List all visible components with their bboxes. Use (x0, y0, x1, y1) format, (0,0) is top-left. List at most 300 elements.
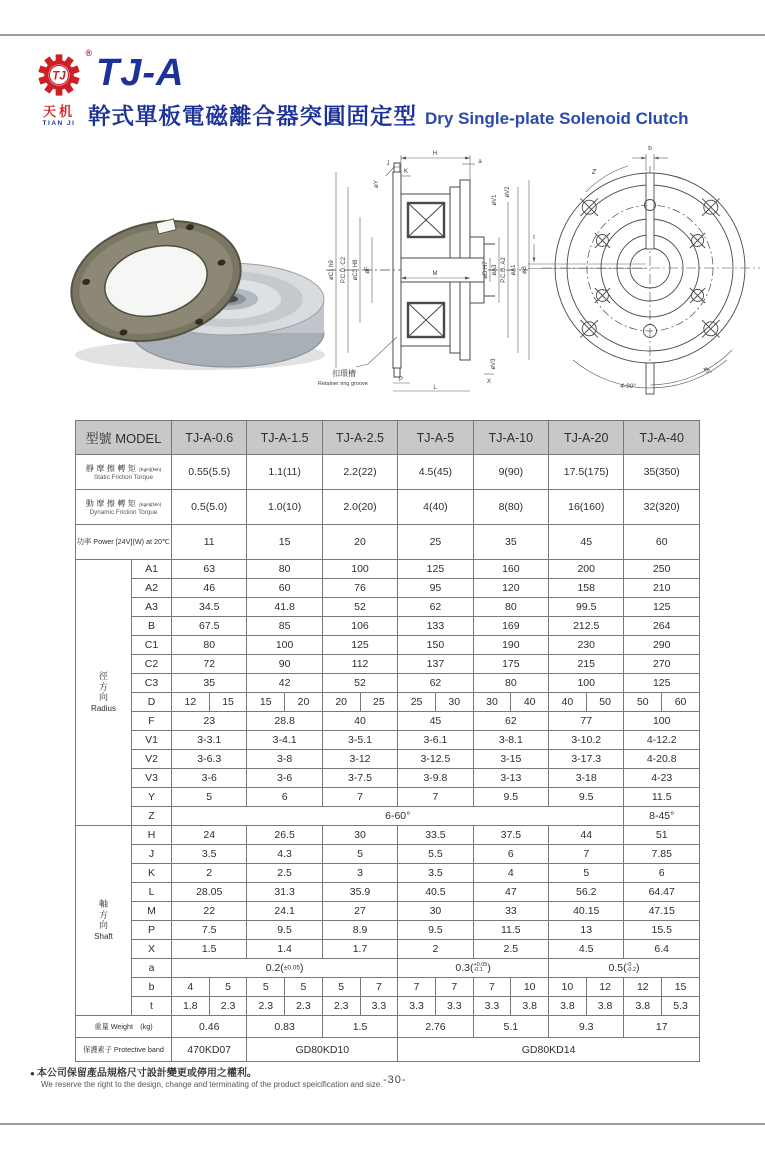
value-cell: 90 (247, 655, 322, 674)
dim-phiA3: øA3 (492, 264, 498, 276)
value-cell: 210 (624, 579, 700, 598)
value-cell: 1.5 (172, 940, 247, 959)
value-cell: 3.8 (586, 997, 624, 1016)
value-cell: 5 (322, 845, 397, 864)
value-cell: 2.76 (398, 1016, 473, 1038)
front-view-drawing (528, 138, 765, 398)
table-row (76, 788, 700, 807)
model-header-label: 型號 MODEL (76, 421, 172, 455)
value-cell: 290 (624, 636, 700, 655)
value-cell: 175 (473, 655, 548, 674)
param-label: L (132, 883, 172, 902)
value-cell: 264 (624, 617, 700, 636)
gear-logo-icon (36, 52, 82, 98)
dim-H: H (432, 151, 438, 157)
param-label: V1 (132, 731, 172, 750)
value-cell: 230 (549, 636, 624, 655)
bolt-hole (702, 320, 720, 338)
value-cell: 9.5 (398, 921, 473, 940)
value-cell: 40 (549, 693, 587, 712)
value-cell: 60 (662, 693, 700, 712)
value-cell: 25 (398, 525, 473, 560)
value-cell: 30 (398, 902, 473, 921)
value-cell: 15 (662, 978, 700, 997)
model-series-title: TJ-A (96, 52, 185, 94)
value-cell: 67.5 (172, 617, 247, 636)
model-header-cell: TJ-A-20 (549, 421, 624, 455)
value-cell: 2.0(20) (322, 490, 397, 525)
param-label: B (132, 617, 172, 636)
model-header-cell: TJ-A-10 (473, 421, 548, 455)
value-cell: 13 (549, 921, 624, 940)
value-cell: 22 (172, 902, 247, 921)
value-cell: 35 (473, 525, 548, 560)
value-cell: 56.2 (549, 883, 624, 902)
bolt-hole (595, 288, 610, 303)
value-cell: 250 (624, 560, 700, 579)
dim-pcdC2: P.C.D. C2 (341, 256, 347, 284)
dim-L: L (433, 385, 437, 391)
logo-monogram: TJ (52, 70, 66, 83)
table-row (76, 826, 700, 845)
table-row (76, 978, 700, 997)
value-cell: GD80KD14 (398, 1038, 700, 1062)
value-cell: 3 (322, 864, 397, 883)
value-cell: 95 (398, 579, 473, 598)
value-cell: 11 (172, 525, 247, 560)
value-cell: 80 (473, 674, 548, 693)
value-cell: 4(40) (398, 490, 473, 525)
value-cell: 12 (586, 978, 624, 997)
model-header-cell: TJ-A-2.5 (322, 421, 397, 455)
value-cell: 20 (285, 693, 323, 712)
value-cell: 34.5 (172, 598, 247, 617)
value-cell: 5 (285, 978, 323, 997)
value-cell: 0.3( +0.05 -0.1 ) (398, 959, 549, 978)
value-cell: 6 (247, 788, 322, 807)
value-cell: 3.8 (511, 997, 549, 1016)
value-cell: 125 (624, 674, 700, 693)
table-row (76, 731, 700, 750)
param-label: V2 (132, 750, 172, 769)
row-label: 動摩擦轉矩[Kgm](Nm) Dynamic Friction Torque (76, 490, 172, 525)
value-cell: 3-7.5 (322, 769, 397, 788)
param-label: V3 (132, 769, 172, 788)
value-cell: 8.9 (322, 921, 397, 940)
table-row (76, 579, 700, 598)
param-label: a (132, 959, 172, 978)
value-cell: 7 (398, 978, 436, 997)
param-label: A1 (132, 560, 172, 579)
param-label: K (132, 864, 172, 883)
registered-mark: ® (85, 48, 92, 58)
value-cell: 17 (624, 1016, 700, 1038)
value-cell: 33.5 (398, 826, 473, 845)
dim-phiF: øF (365, 266, 371, 274)
value-cell: 23 (172, 712, 247, 731)
value-cell: 3.3 (360, 997, 398, 1016)
value-cell: 40.5 (398, 883, 473, 902)
dim-t: t (533, 234, 535, 241)
dim-phiV1: øV1 (492, 194, 498, 206)
param-label: Z (132, 807, 172, 826)
value-cell: 2.2(22) (322, 455, 397, 490)
value-cell: 8-45° (624, 807, 700, 826)
param-label: D (132, 693, 172, 712)
value-cell: 10 (549, 978, 587, 997)
value-cell: 200 (549, 560, 624, 579)
value-cell: 72 (172, 655, 247, 674)
param-label: P (132, 921, 172, 940)
value-cell: 6 (624, 864, 700, 883)
param-label: C3 (132, 674, 172, 693)
dim-X: X (486, 379, 492, 385)
bolt-hole (595, 233, 610, 248)
spec-row (76, 525, 700, 560)
dim-phiV2: øV2 (505, 186, 511, 198)
table-row (76, 712, 700, 731)
value-cell: 7 (398, 788, 473, 807)
value-cell: 4 (473, 864, 548, 883)
cross-section-drawing (298, 142, 544, 394)
value-cell: 47.15 (624, 902, 700, 921)
table-row (76, 655, 700, 674)
logo-name-en: TIAN JI (42, 120, 76, 127)
value-cell: 5.3 (662, 997, 700, 1016)
dim-phiB: øB (522, 266, 528, 274)
param-label: A2 (132, 579, 172, 598)
value-cell: 4.5(45) (398, 455, 473, 490)
value-cell: 3.3 (473, 997, 511, 1016)
value-cell: 100 (247, 636, 322, 655)
value-cell: 7.5 (172, 921, 247, 940)
value-cell: GD80KD10 (247, 1038, 398, 1062)
param-label: C1 (132, 636, 172, 655)
value-cell: 60 (247, 579, 322, 598)
table-row (76, 617, 700, 636)
value-cell: 33 (473, 902, 548, 921)
value-cell: 2.5 (473, 940, 548, 959)
value-cell: 2 (398, 940, 473, 959)
value-cell: 2.3 (209, 997, 247, 1016)
value-cell: 9.5 (549, 788, 624, 807)
value-cell: 80 (247, 560, 322, 579)
dim-J: J (386, 161, 390, 167)
table-row (76, 997, 700, 1016)
value-cell: 17.5(175) (549, 455, 624, 490)
dim-K: K (403, 169, 409, 175)
value-cell: 106 (322, 617, 397, 636)
param-label: X (132, 940, 172, 959)
value-cell: 125 (322, 636, 397, 655)
group-label: 軸 方 向 Shaft (76, 826, 132, 1016)
value-cell: 37.5 (473, 826, 548, 845)
value-cell: 470KD07 (172, 1038, 247, 1062)
page-title (88, 99, 689, 131)
param-label: H (132, 826, 172, 845)
value-cell: 3-6.1 (398, 731, 473, 750)
value-cell: 3-10.2 (549, 731, 624, 750)
value-cell: 0.55(5.5) (172, 455, 247, 490)
value-cell: 7 (322, 788, 397, 807)
dim-4-90deg: 4-90° (620, 383, 636, 390)
value-cell: 99.5 (549, 598, 624, 617)
value-cell: 137 (398, 655, 473, 674)
weight-row (76, 1016, 700, 1038)
value-cell: 5.5 (398, 845, 473, 864)
value-cell: 20 (322, 525, 397, 560)
value-cell: 50 (624, 693, 662, 712)
value-cell: 12 (624, 978, 662, 997)
value-cell: 64.47 (624, 883, 700, 902)
value-cell: 3.3 (398, 997, 436, 1016)
dim-phiC1: øC1 h9 (329, 260, 335, 280)
top-rule (0, 34, 765, 36)
value-cell: 28.05 (172, 883, 247, 902)
value-cell: 15 (247, 525, 322, 560)
dim-phiD: øD H7 (483, 261, 489, 279)
group-label: 徑 方 向 Radius (76, 560, 132, 826)
value-cell: 1.4 (247, 940, 322, 959)
value-cell: 62 (473, 712, 548, 731)
dim-a: a (478, 159, 482, 165)
value-cell: 40.15 (549, 902, 624, 921)
value-cell: 6 (473, 845, 548, 864)
brand-logo (26, 48, 92, 127)
value-cell: 0.5(5.0) (172, 490, 247, 525)
value-cell: 120 (473, 579, 548, 598)
value-cell: 3.5 (172, 845, 247, 864)
value-cell: 5 (247, 978, 285, 997)
table-row (76, 921, 700, 940)
value-cell: 30 (322, 826, 397, 845)
value-cell: 50 (586, 693, 624, 712)
value-cell: 35(350) (624, 455, 700, 490)
model-header-cell: TJ-A-0.6 (172, 421, 247, 455)
value-cell: 52 (322, 598, 397, 617)
value-cell: 169 (473, 617, 548, 636)
param-label: F (132, 712, 172, 731)
value-cell: 5.1 (473, 1016, 548, 1038)
value-cell: 41.8 (247, 598, 322, 617)
value-cell: 15 (209, 693, 247, 712)
value-cell: 32(320) (624, 490, 700, 525)
spec-table (75, 420, 700, 1062)
value-cell: 3-8.1 (473, 731, 548, 750)
value-cell: 2 (172, 864, 247, 883)
dim-45deg: 45° (701, 365, 713, 377)
page-number: -30- (383, 1074, 407, 1086)
value-cell: 11.5 (624, 788, 700, 807)
value-cell: 4 (172, 978, 210, 997)
value-cell: 190 (473, 636, 548, 655)
value-cell: 8(80) (473, 490, 548, 525)
param-label: b (132, 978, 172, 997)
value-cell: 51 (624, 826, 700, 845)
value-cell: 9.5 (473, 788, 548, 807)
value-cell: 15 (247, 693, 285, 712)
value-cell: 4-23 (624, 769, 700, 788)
model-header-cell: TJ-A-5 (398, 421, 473, 455)
value-cell: 62 (398, 674, 473, 693)
value-cell: 5 (322, 978, 360, 997)
value-cell: 1.1(11) (247, 455, 322, 490)
value-cell: 7 (473, 978, 511, 997)
dim-phiC3: øC3 H8 (353, 259, 359, 281)
protective-row (76, 1038, 700, 1062)
value-cell: 60 (624, 525, 700, 560)
value-cell: 125 (398, 560, 473, 579)
row-label: 功率 Power [24V](W) at 20℃ (76, 525, 172, 560)
value-cell: 40 (322, 712, 397, 731)
value-cell: 80 (473, 598, 548, 617)
value-cell: 3-6 (247, 769, 322, 788)
value-cell: 158 (549, 579, 624, 598)
value-cell: 30 (435, 693, 473, 712)
value-cell: 85 (247, 617, 322, 636)
value-cell: 11.5 (473, 921, 548, 940)
page-title-zh: 幹式單板電磁離合器突圓固定型 (88, 104, 418, 129)
value-cell: 6.4 (624, 940, 700, 959)
table-header-row (76, 421, 700, 455)
table-row (76, 807, 700, 826)
value-cell: 160 (473, 560, 548, 579)
value-cell: 2.5 (247, 864, 322, 883)
table-row (76, 883, 700, 902)
value-cell: 1.5 (322, 1016, 397, 1038)
value-cell: 27 (322, 902, 397, 921)
value-cell: 16(160) (549, 490, 624, 525)
dim-b: b (648, 145, 652, 152)
value-cell: 3-5.1 (322, 731, 397, 750)
value-cell: 40 (511, 693, 549, 712)
value-cell: 47 (473, 883, 548, 902)
bolt-hole (702, 198, 720, 216)
bolt-hole (690, 233, 705, 248)
value-cell: 3-15 (473, 750, 548, 769)
product-photo (60, 163, 325, 391)
value-cell: 0.2(±0.05) (172, 959, 398, 978)
value-cell: 44 (549, 826, 624, 845)
value-cell: 35.9 (322, 883, 397, 902)
value-cell: 3-9.8 (398, 769, 473, 788)
value-cell: 3-18 (549, 769, 624, 788)
value-cell: 3-13 (473, 769, 548, 788)
value-cell: 15.5 (624, 921, 700, 940)
logo-name-zh: 天机 (42, 104, 75, 119)
value-cell: 3-12.5 (398, 750, 473, 769)
value-cell: 4-12.2 (624, 731, 700, 750)
value-cell: 80 (172, 636, 247, 655)
footer-note-en: We reserve the right to the design, change and terminating of the product speicification and size. (41, 1080, 383, 1089)
footer-note-zh: ● 本公司保留產品規格尺寸設計變更或停用之權利。 (30, 1068, 257, 1079)
param-label: A3 (132, 598, 172, 617)
dim-P: P (398, 377, 404, 383)
bolt-hole (690, 288, 705, 303)
footer-note (30, 1064, 382, 1089)
value-cell: 46 (172, 579, 247, 598)
dim-phiA1: øA1 (511, 264, 517, 276)
param-label: Y (132, 788, 172, 807)
table-row (76, 864, 700, 883)
model-header-cell: TJ-A-40 (624, 421, 700, 455)
dim-phiV3: øV3 (491, 358, 497, 370)
value-cell: 63 (172, 560, 247, 579)
value-cell: 5 (209, 978, 247, 997)
value-cell: 9(90) (473, 455, 548, 490)
value-cell: 1.0(10) (247, 490, 322, 525)
bottom-rule (0, 1123, 765, 1125)
value-cell: 2.3 (285, 997, 323, 1016)
value-cell: 3-4.1 (247, 731, 322, 750)
value-cell: 3.8 (624, 997, 662, 1016)
value-cell: 100 (549, 674, 624, 693)
table-row (76, 902, 700, 921)
bolt-hole (580, 198, 598, 216)
dim-pcdA2: P.C.D. A2 (501, 257, 507, 283)
value-cell: 212.5 (549, 617, 624, 636)
value-cell: 125 (624, 598, 700, 617)
value-cell: 12 (172, 693, 210, 712)
table-row (76, 674, 700, 693)
value-cell: 100 (322, 560, 397, 579)
model-header-cell: TJ-A-1.5 (247, 421, 322, 455)
value-cell: 30 (473, 693, 511, 712)
value-cell: 2.3 (247, 997, 285, 1016)
bullet-icon: ● (30, 1069, 35, 1078)
table-row (76, 769, 700, 788)
spec-row (76, 490, 700, 525)
dim-phiY: øY (374, 180, 380, 188)
value-cell: 24 (172, 826, 247, 845)
retainer-groove-label-en: Retainer ring groove (318, 381, 368, 387)
value-cell: 100 (624, 712, 700, 731)
value-cell: 1.7 (322, 940, 397, 959)
table-row (76, 845, 700, 864)
value-cell: 133 (398, 617, 473, 636)
value-cell: 0.5( -0 -0.2 ) (549, 959, 700, 978)
table-row (76, 693, 700, 712)
value-cell: 5 (549, 864, 624, 883)
value-cell: 35 (172, 674, 247, 693)
value-cell: 3-8 (247, 750, 322, 769)
value-cell: 25 (360, 693, 398, 712)
value-cell: 3-3.1 (172, 731, 247, 750)
value-cell: 7 (435, 978, 473, 997)
value-cell: 3.8 (549, 997, 587, 1016)
value-cell: 31.3 (247, 883, 322, 902)
value-cell: 4.5 (549, 940, 624, 959)
table-row (76, 750, 700, 769)
value-cell: 25 (398, 693, 436, 712)
row-label: 靜摩擦轉矩[Kgm](Nm) Static Friction Torque (76, 455, 172, 490)
value-cell: 7.85 (624, 845, 700, 864)
bolt-hole (580, 320, 598, 338)
value-cell: 76 (322, 579, 397, 598)
table-row (76, 598, 700, 617)
table-row (76, 940, 700, 959)
value-cell: 9.3 (549, 1016, 624, 1038)
value-cell: 26.5 (247, 826, 322, 845)
value-cell: 0.83 (247, 1016, 322, 1038)
value-cell: 5 (172, 788, 247, 807)
value-cell: 4.3 (247, 845, 322, 864)
value-cell: 24.1 (247, 902, 322, 921)
value-cell: 215 (549, 655, 624, 674)
param-label: t (132, 997, 172, 1016)
table-row (76, 636, 700, 655)
value-cell: 52 (322, 674, 397, 693)
